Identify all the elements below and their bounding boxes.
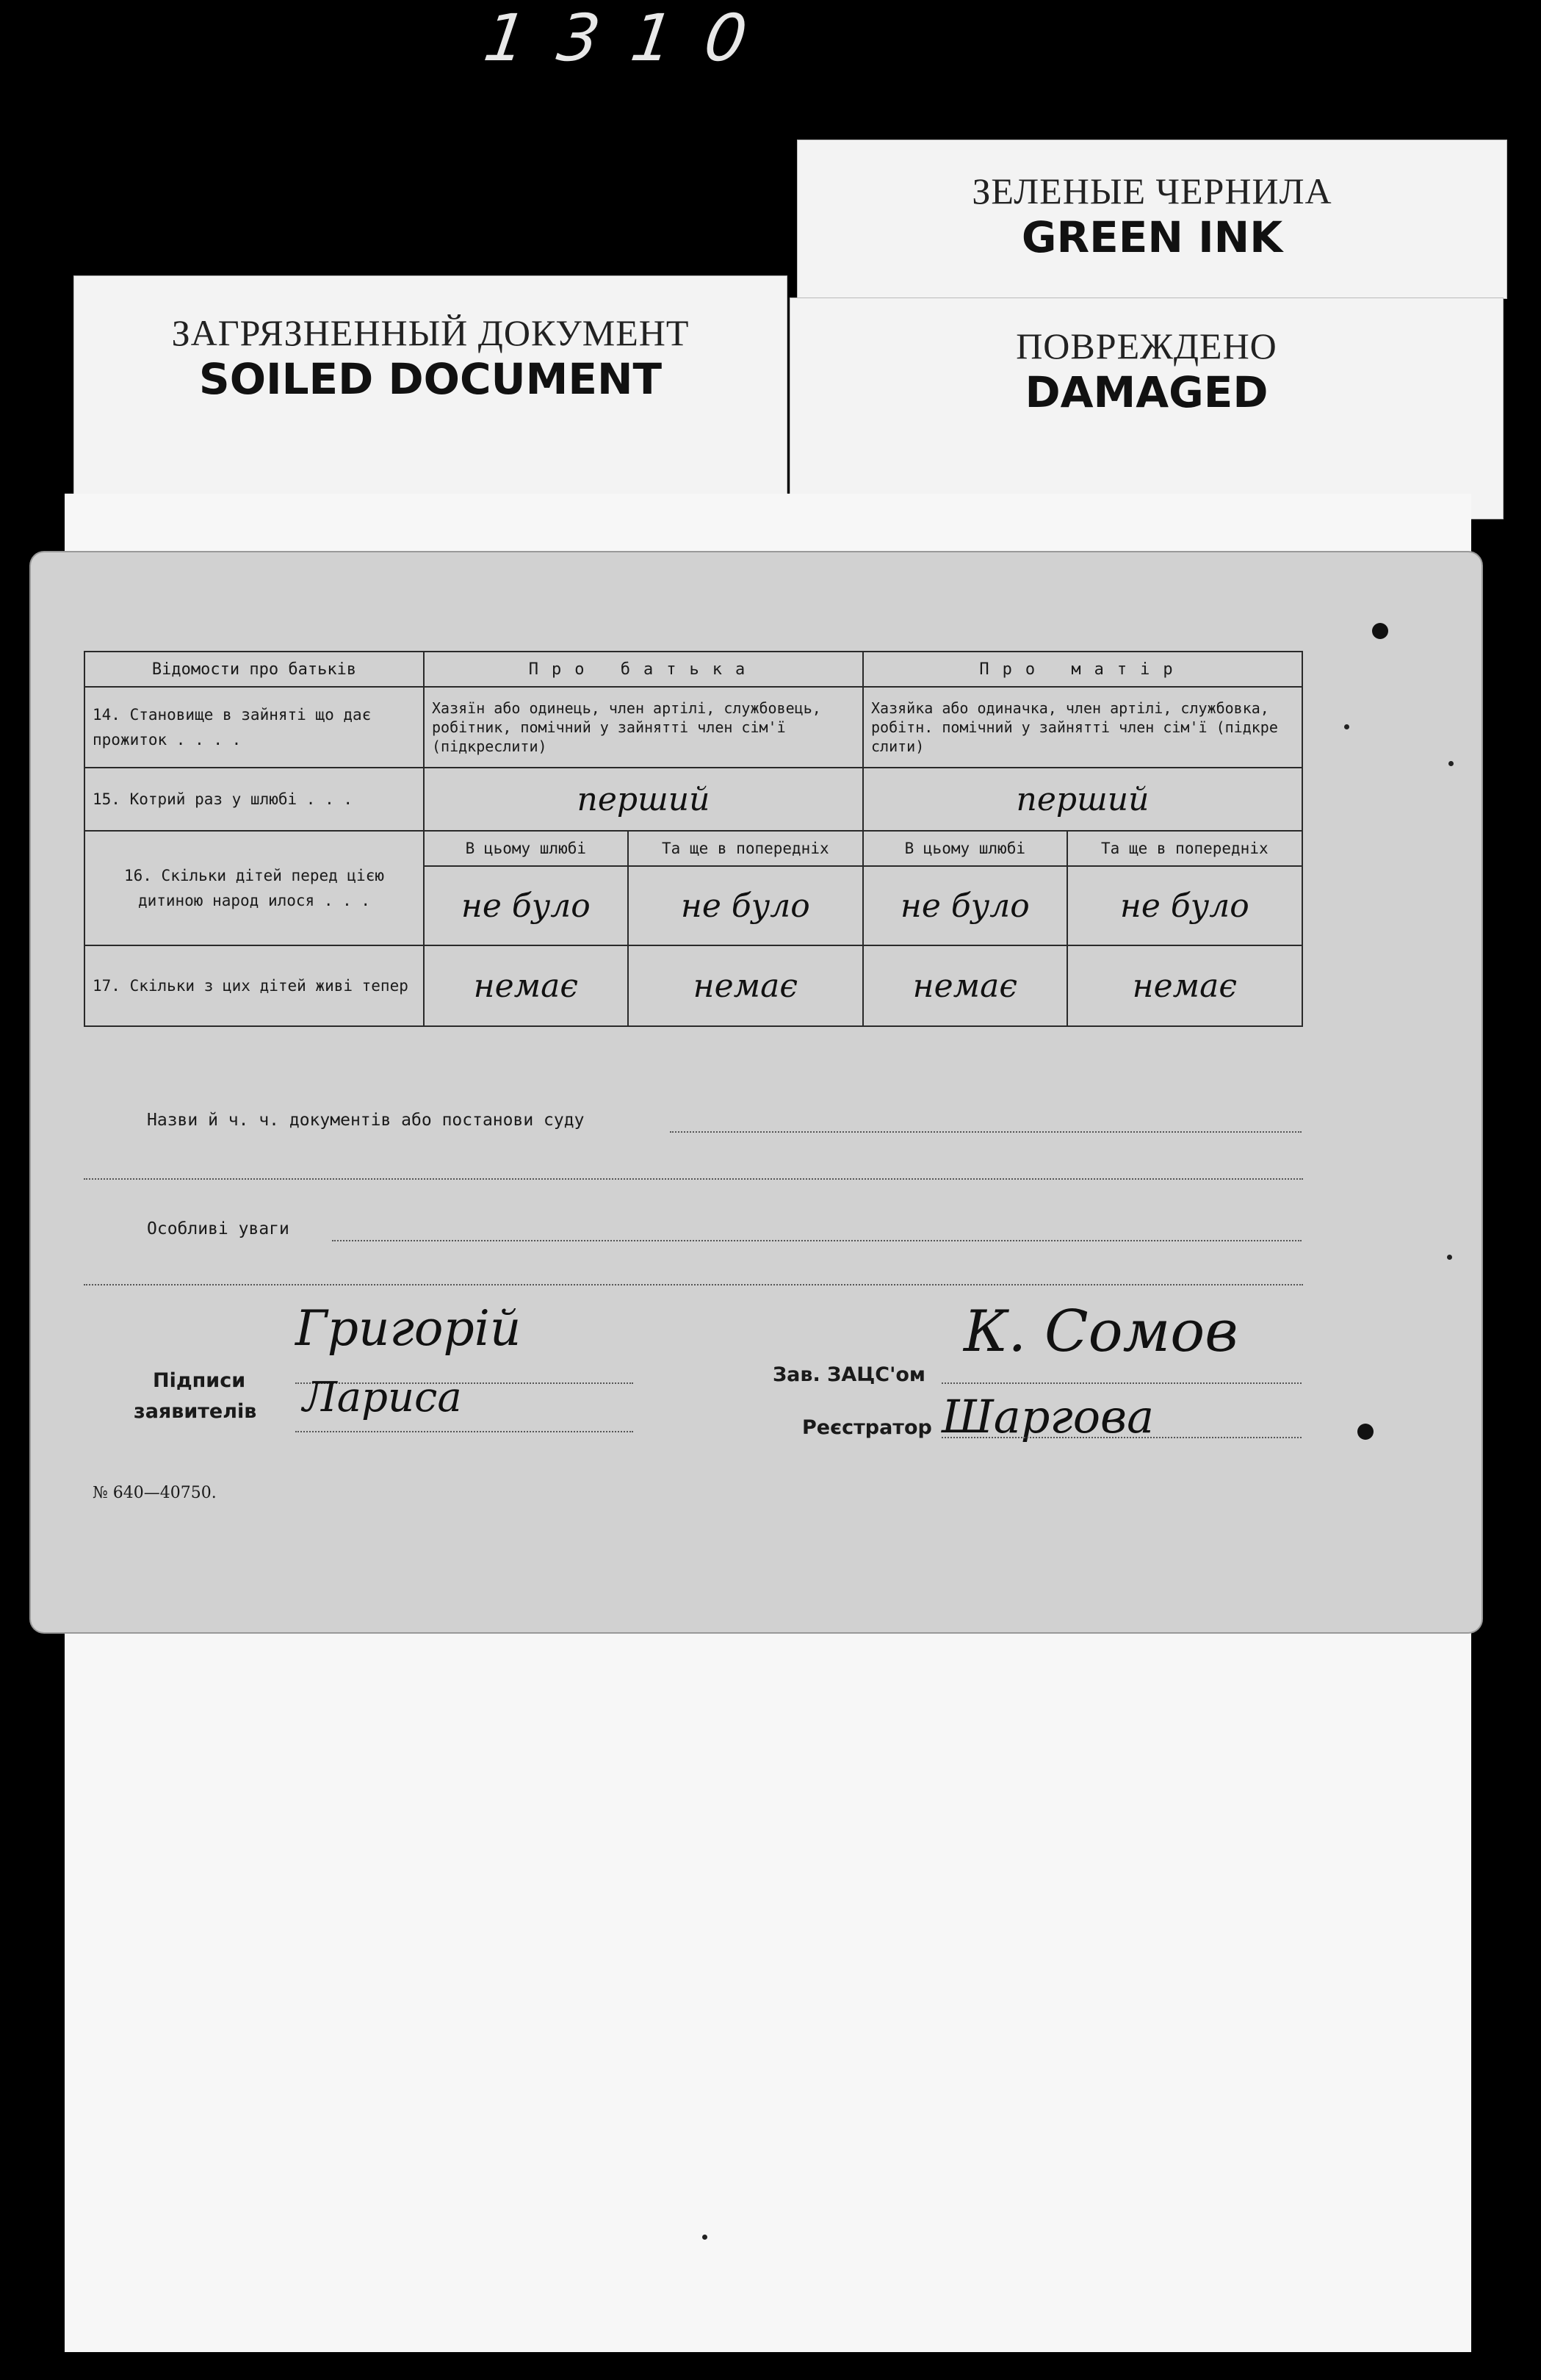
row14-father-occupation: Хазяїн або одинець, член артілі, службовець, робітник, помічний у зайнятті член сім'ї (підкреслити) <box>424 687 863 768</box>
registrar-label: Реєстратор <box>802 1416 932 1439</box>
header-parents-info: Відомости про батьків <box>84 652 424 687</box>
green-ink-label <box>797 140 1507 299</box>
registration-form-card <box>31 552 1482 1632</box>
header-mother: Про матір <box>863 652 1302 687</box>
speck <box>1448 761 1454 766</box>
subheader-father-current: В цьому шлюбі <box>424 831 628 866</box>
row17-answer: немає <box>1067 945 1302 1026</box>
remarks-line-2 <box>84 1284 1303 1285</box>
registrar-line <box>942 1437 1302 1438</box>
row14-question: 14. Становище в зайняті що дає прожиток . . . . <box>84 687 424 768</box>
subheader-father-previous: Та ще в попередніх <box>628 831 863 866</box>
applicant-1-signature: Григорій <box>295 1300 522 1357</box>
row17-answer: немає <box>424 945 628 1026</box>
punch-hole <box>1357 1424 1374 1440</box>
soiled-document-label <box>73 275 787 508</box>
row16-answer: не було <box>863 866 1067 945</box>
applicants-label-1: Підписи <box>153 1369 246 1392</box>
remarks-label: Особливі уваги <box>147 1219 289 1238</box>
row16-answer: не було <box>424 866 628 945</box>
row15-question: 15. Котрий раз у шлюбі . . . <box>84 768 424 831</box>
speck <box>1344 724 1349 729</box>
applicant-2-signature: Лариса <box>303 1374 462 1421</box>
damaged-label-en: DAMAGED <box>1025 367 1268 417</box>
applicants-label-2: заявителів <box>134 1400 257 1423</box>
soiled-label-ru: ЗАГРЯЗНЕННЫЙ ДОКУМЕНТ <box>171 312 690 353</box>
row14-mother-occupation: Хазяйка або одиначка, член артілі, службовка, робітн. помічний у зайнятті член сім'ї (підкре слити) <box>863 687 1302 768</box>
green-ink-label-ru: ЗЕЛЕНЫЕ ЧЕРНИЛА <box>972 170 1332 212</box>
parents-info-table <box>84 651 1303 1027</box>
damaged-label-ru: ПОВРЕЖДЕНО <box>1016 325 1277 367</box>
folio-number: 1310 <box>479 0 784 76</box>
punch-hole <box>1372 623 1388 639</box>
remarks-line <box>332 1240 1302 1241</box>
damaged-label <box>790 298 1504 519</box>
row16-question: 16. Скільки дітей перед цією дитиною народ илося . . . <box>84 831 424 945</box>
speck <box>702 2235 707 2240</box>
form-number: № 640—40750. <box>93 1484 217 1502</box>
speck <box>1447 1255 1452 1260</box>
row15-mother-answer: перший <box>863 768 1302 831</box>
head-label: Зав. ЗАЦС'ом <box>773 1363 925 1386</box>
documents-line <box>670 1131 1302 1133</box>
row17-question: 17. Скільки з цих дітей живі тепер <box>84 945 424 1026</box>
documents-label: Назви й ч. ч. документів або постанови суду <box>147 1111 585 1130</box>
row17-answer: немає <box>628 945 863 1026</box>
head-line <box>942 1382 1302 1384</box>
head-signature: К. Сомов <box>964 1299 1238 1365</box>
row16-answer: не було <box>1067 866 1302 945</box>
row15-father-answer: перший <box>424 768 863 831</box>
documents-line-2 <box>84 1178 1303 1180</box>
registrar-signature: Шаргова <box>942 1390 1155 1443</box>
applicant-2-line <box>295 1431 633 1432</box>
green-ink-label-en: GREEN INK <box>1021 212 1283 262</box>
subheader-mother-previous: Та ще в попередніх <box>1067 831 1302 866</box>
row16-answer: не було <box>628 866 863 945</box>
header-father: Про батька <box>424 652 863 687</box>
soiled-label-en: SOILED DOCUMENT <box>198 354 663 404</box>
row17-answer: немає <box>863 945 1067 1026</box>
subheader-mother-current: В цьому шлюбі <box>863 831 1067 866</box>
